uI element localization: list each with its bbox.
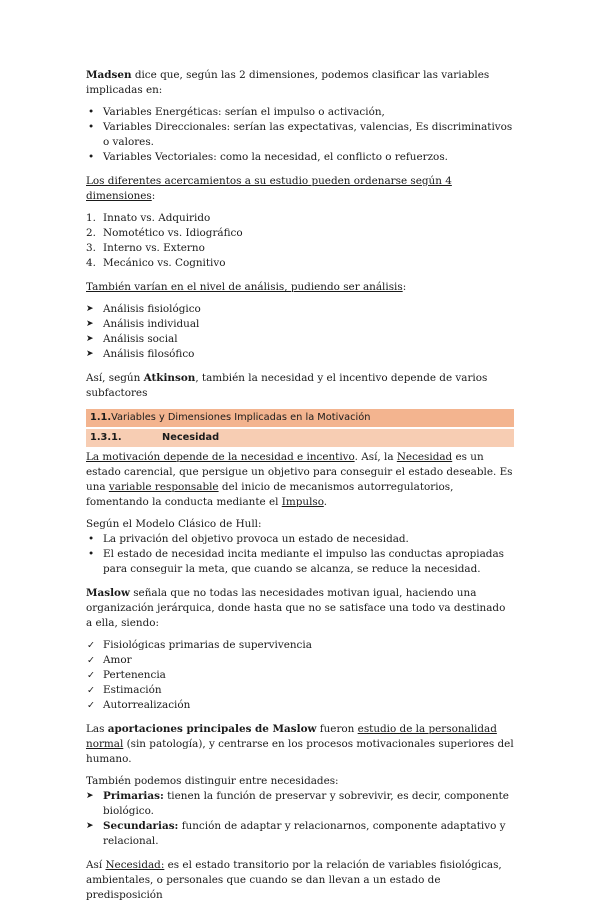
madsen-name: Madsen [86, 69, 132, 81]
document-body [86, 68, 514, 903]
analysis-list [86, 302, 514, 362]
hull-list [86, 532, 514, 577]
list-item: • Variables Direccionales: serían las expectativas, valencias, Es discriminativos o valores. [86, 120, 514, 150]
list-item: 1. Innato vs. Adquirido [86, 212, 211, 224]
list-item: • Variables Energéticas: serían el impulso o activación, [86, 105, 514, 120]
approaches-heading: Los diferentes acercamientos a su estudio pueden ordenarse según 4 dimensiones: [86, 175, 452, 202]
list-item: ✓ Amor [86, 653, 514, 668]
atkinson-paragraph: Así, según Atkinson, también la necesidad y el incentivo depende de varios subfactores [86, 372, 488, 399]
list-item: • El estado de necesidad incita mediante el impulso las conductas apropiadas para conseguir la meta, que cuando se alcanza, se reduce la necesidad. [86, 547, 514, 577]
distinguish-list [86, 789, 514, 849]
intro-paragraph [86, 68, 514, 98]
list-item: ➤ Primarias: tienen la función de preservar y sobrevivir, es decir, componente biológico. [86, 789, 514, 819]
approaches-list [86, 211, 514, 271]
maslow-needs-list [86, 638, 514, 713]
list-item: ➤ Secundarias: función de adaptar y relacionarnos, componente adaptativo y relacional. [86, 819, 514, 849]
list-item: 3. Interno vs. Externo [86, 242, 205, 254]
intro-text: dice que, según las 2 dimensiones, podemos clasificar las variables implicadas en: [86, 69, 490, 96]
maslow-name: Maslow [86, 587, 130, 599]
list-item: ✓ Pertenencia [86, 668, 514, 683]
closing-paragraph: Así Necesidad: es el estado transitorio por la relación de variables fisiológicas, ambientales, o personales que cuando se dan llevan a un estado de predisposición [86, 859, 502, 901]
subsection-heading: 1.3.1. Necesidad [86, 429, 514, 447]
list-item: ➤ Análisis social [86, 332, 514, 347]
list-item: 4. Mecánico vs. Cognitivo [86, 257, 226, 269]
list-item: 2. Nomotético vs. Idiográfico [86, 227, 243, 239]
maslow-paragraph: Maslow señala que no todas las necesidades motivan igual, haciendo una organización jerárquica, donde hasta que no se satisface una todo va destinado a ella, siendo: [86, 587, 506, 629]
list-item: ➤ Análisis fisiológico [86, 302, 514, 317]
list-item: ✓ Autorrealización [86, 698, 514, 713]
variable-types-list [86, 105, 514, 165]
atkinson-name: Atkinson [143, 372, 196, 384]
hull-intro: Según el Modelo Clásico de Hull: [86, 518, 262, 530]
list-item: • Variables Vectoriales: como la necesidad, el conflicto o refuerzos. [86, 150, 514, 165]
contributions-paragraph: Las aportaciones principales de Maslow fueron estudio de la personalidad normal (sin patología), y centrarse en los procesos motivacionales superiores del humano. [86, 723, 514, 765]
motivation-paragraph: La motivación depende de la necesidad e incentivo. Así, la Necesidad es un estado carencial, que persigue un objetivo para conseguir el estado deseable. Es una variable responsable del inicio de mecanismos autorregulatorios, fomentando la conducta mediante el Impulso. [86, 451, 513, 508]
analysis-heading: También varían en el nivel de análisis, pudiendo ser análisis: [86, 281, 407, 293]
list-item: ➤ Análisis filosófico [86, 347, 514, 362]
list-item: ➤ Análisis individual [86, 317, 514, 332]
list-item: • La privación del objetivo provoca un estado de necesidad. [86, 532, 514, 547]
section-heading: 1.1.Variables y Dimensiones Implicadas en la Motivación [86, 409, 514, 427]
distinguish-intro: También podemos distinguir entre necesidades: [86, 775, 339, 787]
list-item: ✓ Fisiológicas primarias de supervivencia [86, 638, 514, 653]
list-item: ✓ Estimación [86, 683, 514, 698]
